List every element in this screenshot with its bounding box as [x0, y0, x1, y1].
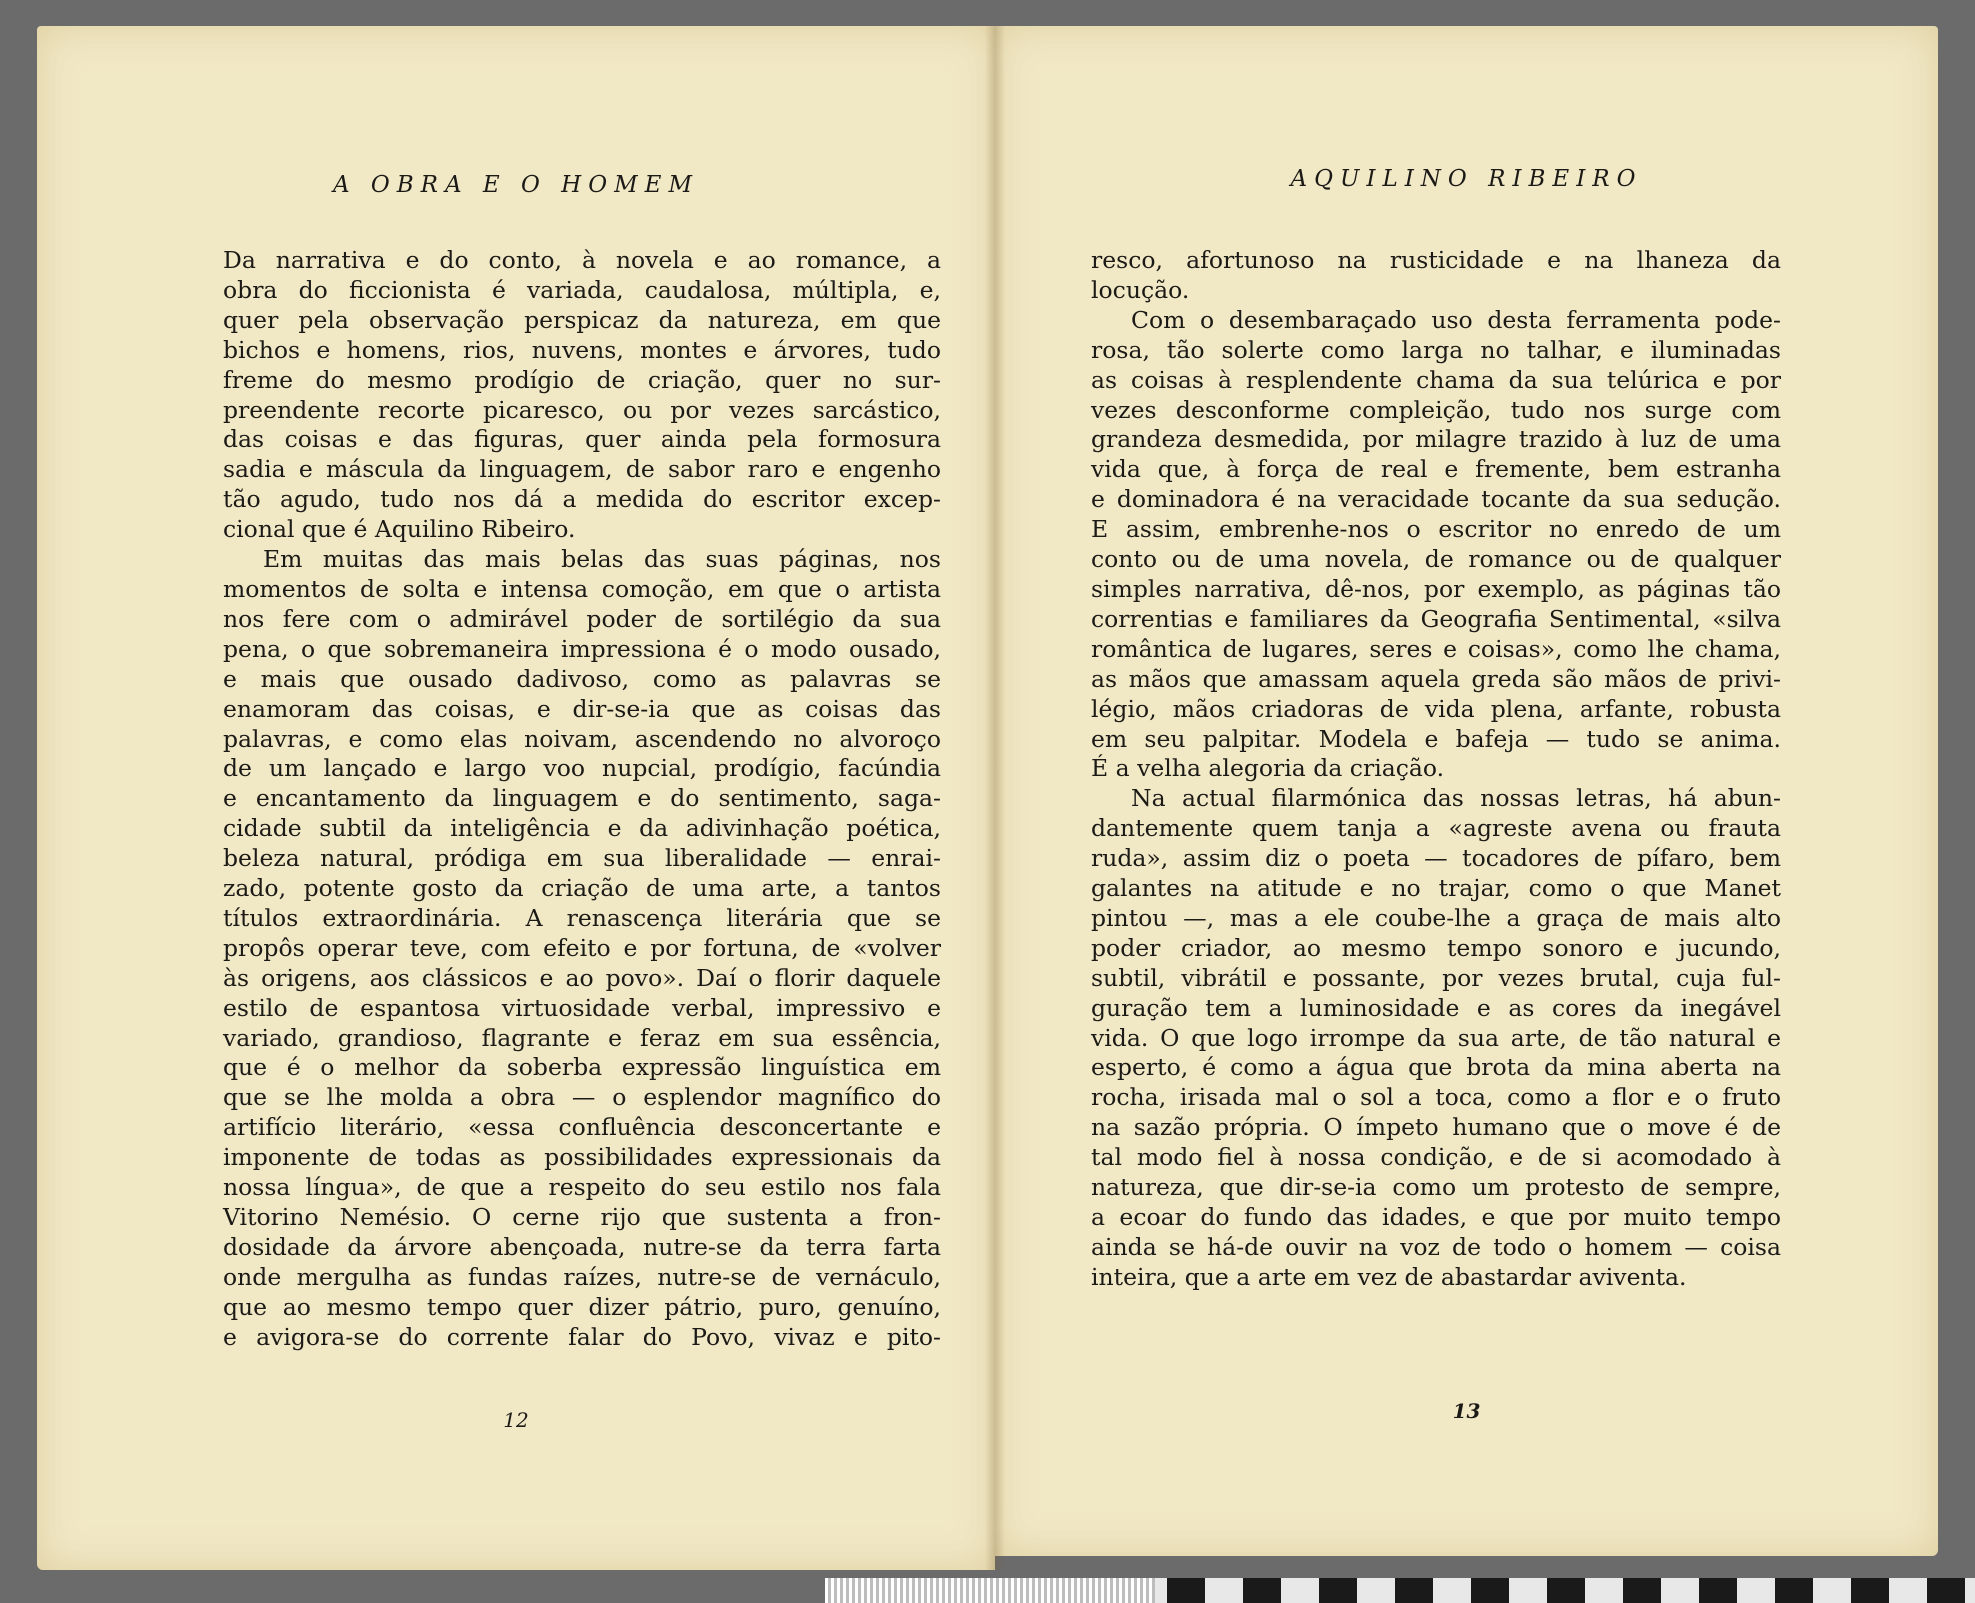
text-line: e encantamento da linguagem e do sentimento, saga- [223, 784, 941, 813]
text-line: onde mergulha as fundas raízes, nutre-se de vernáculo, [223, 1262, 941, 1291]
text-line: Em muitas das mais belas das suas páginas, nos [263, 545, 941, 574]
text-line: na sazão própria. O ímpeto humano que o move é de [1091, 1113, 1781, 1142]
scale-ruler-ticks [825, 1578, 1155, 1603]
text-line: tão agudo, tudo nos dá a medida do escritor excep- [223, 485, 941, 514]
running-header: A OBRA E O HOMEM [333, 172, 699, 198]
text-line: imponente de todas as possibilidades expressionais da [223, 1143, 941, 1172]
text-line: às origens, aos clássicos e ao povo». Daí o florir daquele [223, 963, 941, 992]
text-line: ainda se há-de ouvir na voz de todo o homem — coisa [1091, 1232, 1781, 1261]
text-line: légio, mãos criadoras de vida plena, arfante, robusta [1091, 694, 1781, 723]
text-line: estilo de espantosa virtuosidade verbal, impressivo e [223, 993, 941, 1022]
text-line: propôs operar teve, com efeito e por fortuna, de «volver [223, 933, 941, 962]
text-line: resco, afortunoso na rusticidade e na lhaneza da [1091, 246, 1781, 274]
text-line: artifício literário, «essa confluência desconcertante e [223, 1113, 941, 1142]
book-gutter [985, 26, 1005, 1570]
running-header: AQUILINO RIBEIRO [1290, 166, 1643, 192]
text-line: guração tem a luminosidade e as cores da inegável [1091, 993, 1781, 1022]
text-line: e dominadora é na veracidade tocante da sua sedução. [1091, 485, 1781, 514]
text-line: rosa, tão solerte como larga no talhar, e iluminadas [1091, 335, 1781, 364]
text-line: dantemente quem tanja a «agreste avena ou frauta [1091, 814, 1781, 843]
text-line: palavras, e como elas noivam, ascendendo no alvoroço [223, 724, 941, 753]
text-line: e mais que ousado dadivoso, como as palavras se [223, 664, 941, 693]
right-page [995, 26, 1938, 1556]
text-line: Vitorino Nemésio. O cerne rijo que sustenta a fron- [223, 1203, 941, 1231]
left-page [37, 26, 995, 1570]
text-line: as coisas à resplendente chama da sua telúrica e por [1091, 365, 1781, 394]
text-line: e avigora-se do corrente falar do Povo, vivaz e pito- [223, 1322, 941, 1351]
text-line: correntias e familiares da Geografia Sentimental, «silva [1091, 604, 1781, 633]
text-line: cional que é Aquilino Ribeiro. [223, 515, 576, 544]
text-line: locução. [1091, 275, 1190, 304]
text-line: obra do ficcionista é variada, caudalosa, múltipla, e, [223, 275, 941, 304]
text-line: dosidade da árvore abençoada, nutre-se da terra farta [223, 1232, 941, 1261]
text-line: Na actual filarmónica das nossas letras, há abun- [1131, 784, 1781, 813]
text-line: É a velha alegoria da criação. [1091, 754, 1445, 783]
text-line: as mãos que amassam aquela greda são mãos de privi- [1091, 664, 1781, 693]
text-line: romântica de lugares, seres e coisas», como lhe chama, [1091, 634, 1781, 663]
text-line: rocha, irisada mal o sol a toca, como a flor e o fruto [1091, 1083, 1781, 1112]
text-line: que se lhe molda a obra — o esplendor magnífico do [223, 1083, 941, 1112]
page-number: 12 [503, 1408, 529, 1432]
text-line: zado, potente gosto da criação de uma arte, a tantos [223, 874, 941, 903]
text-line: sadia e máscula da linguagem, de sabor raro e engenho [223, 455, 941, 484]
text-line: pintou —, mas a ele coube-lhe a graça de mais alto [1091, 903, 1781, 932]
text-line: grandeza desmedida, por milagre trazido à luz de uma [1091, 425, 1781, 454]
text-line: títulos extraordinária. A renascença literária que se [223, 903, 941, 932]
text-line: variado, grandioso, flagrante e feraz em sua essência, [223, 1023, 941, 1052]
text-line: pena, o que sobremaneira impressiona é o modo ousado, [223, 634, 941, 663]
text-line: a ecoar do fundo das idades, e que por muito tempo [1091, 1203, 1781, 1231]
text-line: de um lançado e largo voo nupcial, prodígio, facúndia [223, 754, 941, 783]
text-line: bichos e homens, rios, nuvens, montes e árvores, tudo [223, 335, 941, 364]
text-line: das coisas e das figuras, quer ainda pela formosura [223, 425, 941, 454]
text-line: enamoram das coisas, e dir-se-ia que as coisas das [223, 694, 941, 723]
body-text [223, 246, 941, 1353]
text-line: vida. O que logo irrompe da sua arte, de tão natural e [1091, 1023, 1781, 1052]
text-line: nossa língua», de que a respeito do seu estilo nos fala [223, 1173, 941, 1202]
text-line: freme do mesmo prodígio de criação, quer no sur- [223, 365, 941, 394]
text-line: natureza, que dir-se-ia como um protesto de sempre, [1091, 1173, 1781, 1202]
text-line: momentos de solta e intensa comoção, em que o artista [223, 574, 941, 603]
text-line: galantes na atitude e no trajar, como o que Manet [1091, 874, 1781, 903]
text-line: beleza natural, pródiga em sua liberalidade — enrai- [223, 844, 941, 873]
text-line: que ao mesmo tempo quer dizer pátrio, puro, genuíno, [223, 1292, 941, 1321]
text-line: tal modo fiel à nossa condição, e de si acomodado à [1091, 1143, 1781, 1172]
text-line: poder criador, ao mesmo tempo sonoro e jucundo, [1091, 933, 1781, 962]
body-text [1091, 246, 1781, 1293]
text-line: ruda», assim diz o poeta — tocadores de pífaro, bem [1091, 844, 1781, 873]
text-line: que é o melhor da soberba expressão linguística em [223, 1053, 941, 1082]
text-line: em seu palpitar. Modela e bafeja — tudo se anima. [1091, 724, 1781, 753]
text-line: simples narrativa, dê-nos, por exemplo, as páginas tão [1091, 574, 1781, 603]
text-line: E assim, embrenhe-nos o escritor no enredo de um [1091, 515, 1781, 544]
text-line: conto ou de uma novela, de romance ou de qualquer [1091, 545, 1781, 574]
text-line: cidade subtil da inteligência e da adivinhação poética, [223, 814, 941, 843]
page-number: 13 [1452, 1399, 1481, 1423]
text-line: vezes desconforme compleição, tudo nos surge com [1091, 395, 1781, 424]
text-line: quer pela observação perspicaz da natureza, em que [223, 305, 941, 334]
text-line: Da narrativa e do conto, à novela e ao romance, a [223, 246, 941, 274]
text-line: preendente recorte picaresco, ou por vezes sarcástico, [223, 395, 941, 424]
text-line: vida que, à força de real e fremente, bem estranha [1091, 455, 1781, 484]
text-line: subtil, vibrátil e possante, por vezes brutal, cuja ful- [1091, 963, 1781, 992]
text-line: Com o desembaraçado uso desta ferramenta pode- [1131, 305, 1781, 334]
text-line: esperto, é como a água que brota da mina aberta na [1091, 1053, 1781, 1082]
text-line: inteira, que a arte em vez de abastardar aviventa. [1091, 1262, 1687, 1291]
text-line: nos fere com o admirável poder de sortilégio da sua [223, 604, 941, 633]
